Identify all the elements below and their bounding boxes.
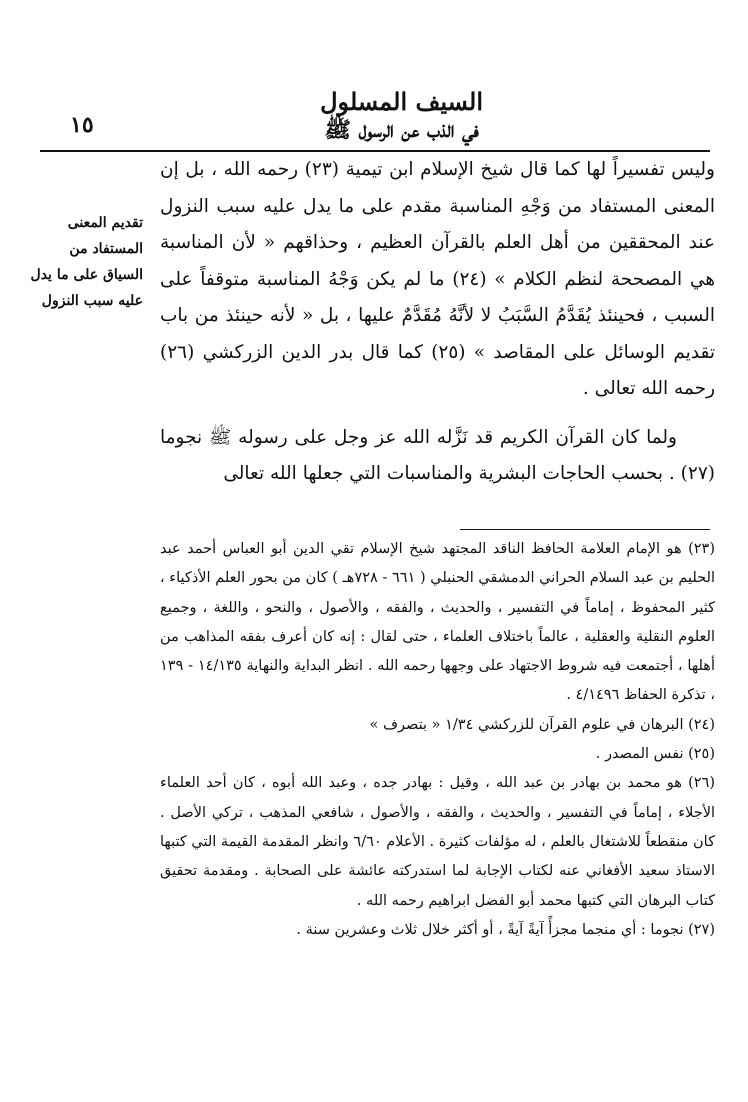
book-title [320,88,483,144]
footnote: (٢٣) هو الإمام العلامة الحافظ الناقد المجتهد شيخ الإسلام تقي الدين أبو العباس أحمد عبد الحليم بن عبد السلام الحراني الدمشقي الحنبلي ( ٦٦١ - ٧٢٨هـ ) كان من بحور العلم الأذكياء ، كثير المحفوظ ، إماماً في التفسير ، والحديث ، والفقه ، والأصول ، والنحو ، واللغة ، وجميع العلوم النقلية والعقلية ، عالماً باختلاف العلماء ، حتى لقال : إنه كان أعرف بفقه المذاهب من أهلها ، أجتمعت فيه شروط الاجتهاد على وجهها رحمه الله . انظر البداية والنهاية ١٤/١٣٥ - ١٣٩ ، تذكرة الحفاظ ٤/١٤٩٦ . [160,541,715,704]
footnote: (٢٤) البرهان في علوم القرآن للزركشي ١/٣٤ « بتصرف » [369,716,715,733]
page-number: ١٥ [70,112,94,138]
main-text [160,152,715,493]
book-title-line1: السيف المسلول [320,87,483,116]
body-paragraph: وليس تفسيراً لها كما قال شيخ الإسلام ابن تيمية (٢٣) رحمه الله ، بل إن المعنى المستفاد من وَجْهِ المناسبة مقدم على ما يدل عليه سبب النزول عند المحققين من أهل العلم بالقرآن العظيم ، وحذاقهم « لأن المناسبة هي المصححة لنظم الكلام » (٢٤) ما لم يكن وَجْهُ المناسبة متوقفاً على السبب ، فحينئذ يُقَدَّمُ السَّبَبُ لا لأنَّهُ مُقَدَّمٌ عليها ، بل « لأنه حينئذ من باب تقديم الوسائل على المقاصد » (٢٥) كما قال بدر الدين الزركشي (٢٦) رحمه الله تعالى . [160,159,716,399]
body-paragraph: ولما كان القرآن الكريم قد نَزَّله الله عز وجل على رسوله ﷺ نجوما (٢٧) . بحسب الحاجات البشرية والمناسبات التي جعلها الله تعالى [160,426,715,484]
margin-note: تقديم المعنى المستفاد من السياق على ما يدل عليه سبب النزول [30,215,143,309]
footnote-divider [460,529,710,530]
book-title-line2: في الذب عن الرسول ﷺ [324,117,479,143]
footnote: (٢٧) نجوما : أي منجما مجزأً آيةً آيةً ، أو أكثر خلال ثلاث وعشرين سنة . [296,921,715,938]
footnote: (٢٦) هو محمد بن بهادر بن عبد الله ، وقيل : بهادر جده ، وعبد الله أبوه ، كان أحد العلماء الأجلاء ، إماماً في التفسير ، والحديث ، والفقه ، والأصول ، شافعي المذهب ، تركي الأصل . كان منقطعاً للاشتغال بالعلم ، له مؤلفات كثيرة . الأعلام ٦/٦٠ وانظر المقدمة القيمة التي كتبها الاستاذ سعيد الأفغاني عنه لكتاب الإجابة لما استدركته عائشة على الصحابة . ومقدمة تحقيق كتاب البرهان التي كتبها محمد أبو الفضل ابراهيم رحمه الله . [160,775,715,909]
footnote: (٢٥) نفس المصدر . [595,746,715,763]
footnotes [160,535,715,945]
